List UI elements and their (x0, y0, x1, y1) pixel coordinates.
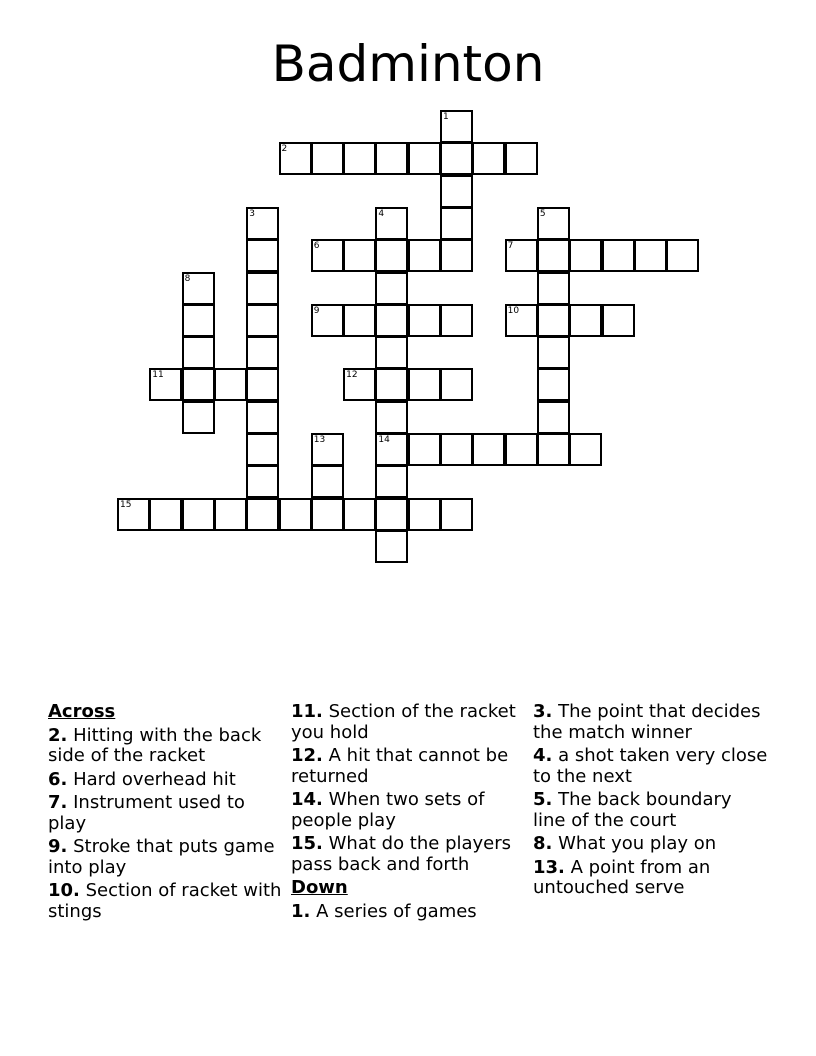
grid-cell[interactable] (537, 401, 570, 434)
grid-cell[interactable] (375, 465, 408, 498)
clue-number: 15. (291, 833, 323, 854)
grid-cell[interactable] (408, 239, 441, 272)
grid-cell[interactable] (182, 498, 215, 531)
clue-text: Hitting with the back side of the racket (48, 724, 262, 766)
grid-cell[interactable] (214, 498, 247, 531)
clue-down-3[interactable] (533, 702, 769, 743)
cell-number: 8 (184, 273, 191, 284)
clue-number: 8. (533, 833, 553, 854)
grid-cell[interactable] (505, 304, 538, 337)
clue-down-8[interactable] (533, 834, 769, 855)
clue-text: a shot taken very close to the next (533, 745, 768, 787)
grid-cell[interactable] (343, 498, 376, 531)
grid-cell[interactable] (246, 207, 279, 240)
grid-cell[interactable] (311, 304, 344, 337)
cell-number: 15 (120, 499, 132, 510)
down-heading: Down (291, 877, 348, 898)
clue-down-5[interactable] (533, 790, 769, 831)
cell-number: 1 (443, 112, 449, 122)
cell-number: 4 (378, 208, 385, 219)
clue-text: A series of games (316, 900, 477, 922)
grid-cell[interactable] (569, 304, 602, 337)
clue-across-9[interactable] (48, 837, 284, 878)
clue-number: 13. (533, 856, 565, 878)
grid-cell[interactable] (375, 530, 408, 563)
clue-text: The back boundary line of the court (533, 789, 732, 831)
grid-cell[interactable] (375, 239, 408, 272)
clue-number: 5. (533, 789, 553, 810)
grid-cell[interactable] (214, 368, 247, 401)
grid-cell[interactable] (375, 304, 408, 337)
grid-cell[interactable] (408, 304, 441, 337)
clue-number: 6. (48, 768, 68, 790)
grid-cell[interactable] (149, 498, 182, 531)
clue-column-3 (533, 702, 769, 902)
grid-cell[interactable] (537, 304, 570, 337)
grid-cell[interactable] (246, 401, 279, 434)
cell-number: 12 (346, 370, 358, 381)
clue-column-1 (48, 702, 284, 925)
grid-cell[interactable] (375, 272, 408, 305)
grid-cell[interactable] (246, 368, 279, 401)
grid-cell[interactable] (149, 368, 182, 401)
clue-text: What do the players pass back and forth (291, 833, 512, 875)
grid-cell[interactable] (505, 142, 538, 175)
grid-cell[interactable] (117, 498, 150, 531)
cell-number: 14 (378, 435, 390, 445)
grid-cell[interactable] (408, 368, 441, 401)
clue-text: Stroke that puts game into play (48, 836, 275, 878)
clue-number: 14. (291, 789, 323, 810)
grid-cell[interactable] (440, 304, 473, 337)
clue-column-2 (291, 702, 527, 925)
clue-number: 9. (48, 836, 68, 857)
across-heading: Across (48, 701, 116, 722)
grid-cell[interactable] (569, 239, 602, 272)
grid-cell[interactable] (440, 498, 473, 531)
cell-number: 5 (539, 208, 546, 219)
grid-cell[interactable] (375, 368, 408, 401)
grid-cell[interactable] (343, 239, 376, 272)
clue-number: 12. (291, 745, 323, 766)
clue-across-2[interactable] (48, 726, 284, 767)
clue-across-14[interactable] (291, 790, 527, 831)
clue-number: 11. (291, 701, 323, 722)
grid-cell[interactable] (472, 433, 505, 466)
cell-number: 7 (507, 241, 514, 252)
grid-cell[interactable] (634, 239, 667, 272)
grid-cell[interactable] (311, 433, 344, 466)
grid-cell[interactable] (408, 142, 441, 175)
grid-cell[interactable] (246, 239, 279, 272)
clue-across-7[interactable] (48, 793, 284, 834)
grid-cell[interactable] (246, 498, 279, 531)
grid-cell[interactable] (537, 336, 570, 369)
grid-cell[interactable] (279, 498, 312, 531)
clue-text: Section of racket with stings (48, 880, 282, 922)
grid-cell[interactable] (311, 239, 344, 272)
grid-cell[interactable] (537, 433, 570, 466)
clue-text: A point from an untouched serve (533, 856, 711, 898)
grid-cell[interactable] (311, 498, 344, 531)
cell-number: 10 (507, 305, 520, 316)
grid-cell[interactable] (246, 336, 279, 369)
clue-across-10[interactable] (48, 881, 284, 922)
clue-text: Hard overhead hit (73, 768, 236, 790)
grid-cell[interactable] (505, 239, 538, 272)
clue-text: The point that decides the match winner (533, 701, 761, 743)
grid-cell[interactable] (246, 465, 279, 498)
grid-cell[interactable] (343, 142, 376, 175)
clue-text: Section of the racket you hold (291, 701, 516, 743)
grid-cell[interactable] (182, 401, 215, 434)
grid-cell[interactable] (182, 304, 215, 337)
cell-number: 2 (281, 144, 288, 155)
cell-number: 13 (313, 435, 326, 445)
grid-cell[interactable] (408, 433, 441, 466)
clue-across-15[interactable] (291, 834, 527, 875)
grid-cell[interactable] (246, 433, 279, 466)
grid-cell[interactable] (505, 433, 538, 466)
grid-cell[interactable] (375, 336, 408, 369)
grid-cell[interactable] (440, 110, 473, 143)
grid-cell[interactable] (375, 433, 408, 466)
grid-cell[interactable] (440, 142, 473, 175)
clue-text: What you play on (558, 833, 717, 854)
cell-number: 11 (152, 370, 164, 381)
grid-cell[interactable] (666, 239, 699, 272)
grid-cell[interactable] (537, 368, 570, 401)
grid-cell[interactable] (246, 272, 279, 305)
grid-cell[interactable] (246, 304, 279, 337)
grid-cell[interactable] (440, 433, 473, 466)
clue-across-12[interactable] (291, 746, 527, 787)
grid-cell[interactable] (537, 272, 570, 305)
clue-number: 2. (48, 724, 68, 746)
grid-cell[interactable] (375, 207, 408, 240)
grid-cell[interactable] (602, 239, 635, 272)
clue-across-6[interactable] (48, 770, 284, 791)
cell-number: 6 (313, 241, 320, 252)
grid-cell[interactable] (602, 304, 635, 337)
grid-cell[interactable] (343, 304, 376, 337)
clue-text: Instrument used to play (48, 792, 245, 834)
grid-cell[interactable] (440, 207, 473, 240)
grid-cell[interactable] (537, 239, 570, 272)
grid-cell[interactable] (311, 142, 344, 175)
clue-number: 10. (48, 880, 80, 901)
page-title: Badminton (271, 35, 545, 93)
clue-down-4[interactable] (533, 746, 769, 787)
clue-number: 3. (533, 701, 553, 722)
grid-cell[interactable] (279, 142, 312, 175)
grid-cell[interactable] (182, 336, 215, 369)
clue-number: 1. (291, 900, 311, 922)
grid-cell[interactable] (440, 368, 473, 401)
grid-cell[interactable] (375, 498, 408, 531)
clue-number: 7. (48, 792, 68, 813)
grid-cell[interactable] (440, 239, 473, 272)
grid-cell[interactable] (182, 368, 215, 401)
grid-cell[interactable] (569, 433, 602, 466)
clue-down-13[interactable] (533, 858, 769, 899)
clue-number: 4. (533, 745, 553, 766)
grid-cell[interactable] (182, 272, 215, 305)
clue-down-1[interactable] (291, 902, 527, 923)
grid-cell[interactable] (440, 175, 473, 208)
grid-cell[interactable] (537, 207, 570, 240)
grid-cell[interactable] (375, 142, 408, 175)
clue-text: A hit that cannot be returned (291, 745, 509, 787)
grid-cell[interactable] (408, 498, 441, 531)
clue-text: When two sets of people play (291, 789, 485, 831)
clue-across-11[interactable] (291, 702, 527, 743)
cell-number: 3 (249, 208, 255, 219)
grid-cell[interactable] (343, 368, 376, 401)
cell-number: 9 (313, 305, 320, 316)
grid-cell[interactable] (375, 401, 408, 434)
grid-cell[interactable] (472, 142, 505, 175)
grid-cell[interactable] (311, 465, 344, 498)
